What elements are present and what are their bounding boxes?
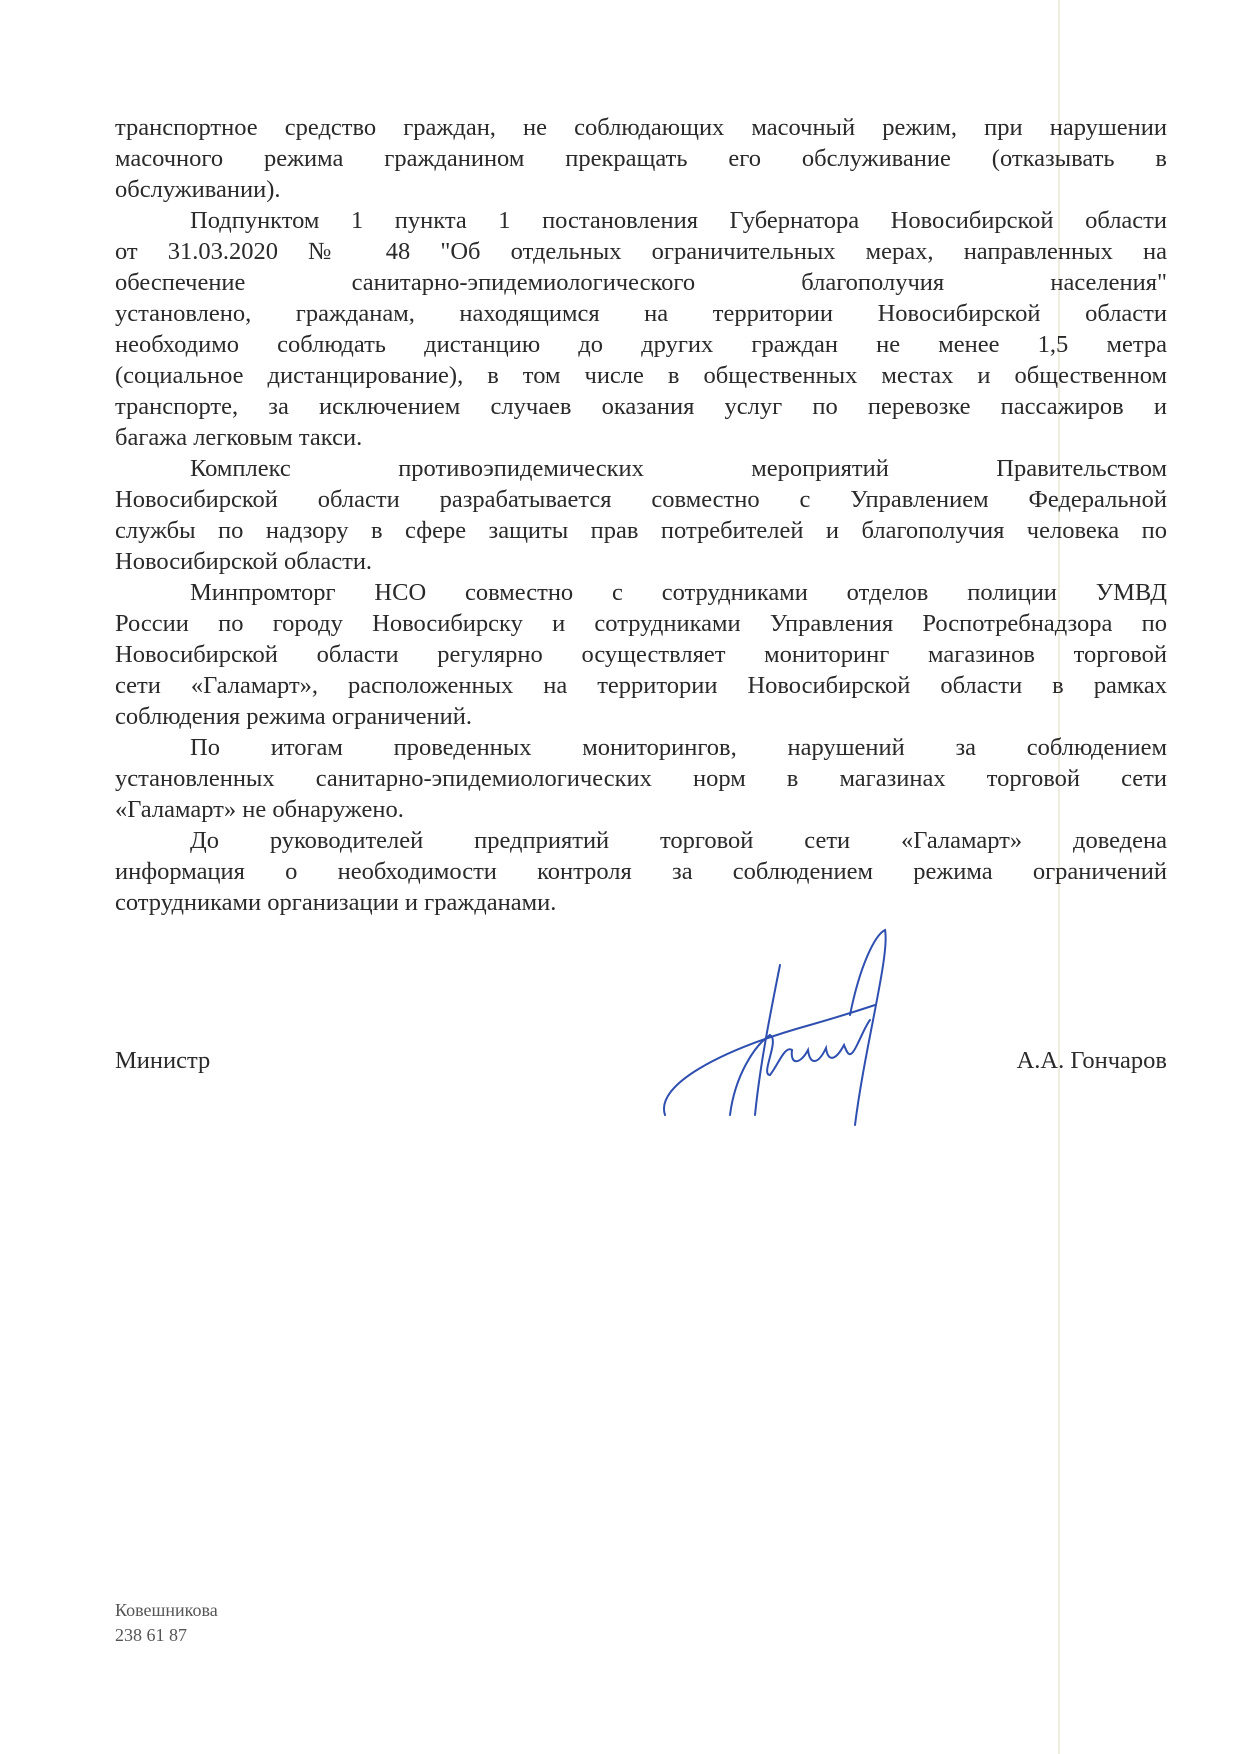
text-line: от 31.03.2020 № 48 "Об отдельных ограничительных мерах, направленных на (115, 238, 1167, 265)
text-line: транспортное средство граждан, не соблюдающих масочный режим, при нарушении (115, 114, 1167, 141)
paragraph (115, 577, 1167, 732)
paragraph (115, 453, 1167, 577)
text-line: необходимо соблюдать дистанцию до других граждан не менее 1,5 метра (115, 331, 1167, 358)
signatory-name: А.А. Гончаров (1016, 1047, 1167, 1074)
text-line: масочного режима гражданином прекращать его обслуживание (отказывать в (115, 145, 1167, 172)
text-line: Комплекс противоэпидемических мероприятий Правительством (190, 455, 1167, 482)
text-line: информация о необходимости контроля за соблюдением режима ограничений (115, 858, 1167, 885)
text-line: обеспечение санитарно-эпидемиологического благополучия населения" (115, 269, 1167, 296)
paragraph (115, 732, 1167, 825)
text-line: Новосибирской области регулярно осуществляет мониторинг магазинов торговой (115, 641, 1167, 668)
executor-name: Ковешникова (115, 1600, 218, 1620)
signature-block (115, 1045, 1167, 1085)
text-line: Подпунктом 1 пункта 1 постановления Губернатора Новосибирской области (190, 207, 1167, 234)
text-line: соблюдения режима ограничений. (115, 703, 473, 730)
text-line: По итогам проведенных мониторингов, нарушений за соблюдением (190, 734, 1167, 761)
text-line: установлено, гражданам, находящимся на территории Новосибирской области (115, 300, 1167, 327)
paragraph (115, 112, 1167, 205)
text-line: транспорте, за исключением случаев оказания услуг по перевозке пассажиров и (115, 393, 1167, 420)
text-line: России по городу Новосибирску и сотрудниками Управления Роспотребнадзора по (115, 610, 1167, 637)
handwritten-signature (660, 925, 920, 1135)
text-line: Новосибирской области. (115, 548, 373, 575)
paragraph (115, 825, 1167, 918)
text-line: установленных санитарно-эпидемиологических норм в магазинах торговой сети (115, 765, 1167, 792)
text-line: «Галамарт» не обнаружено. (115, 796, 404, 823)
text-line: багажа легковым такси. (115, 424, 363, 451)
text-line: службы по надзору в сфере защиты прав потребителей и благополучия человека по (115, 517, 1167, 544)
text-line: До руководителей предприятий торговой сети «Галамарт» доведена (190, 827, 1167, 854)
executor-phone: 238 61 87 (115, 1625, 187, 1645)
text-line: (социальное дистанцирование), в том числе в общественных местах и общественном (115, 362, 1167, 389)
text-line: сети «Галамарт», расположенных на территории Новосибирской области в рамках (115, 672, 1167, 699)
text-line: обслуживании). (115, 176, 281, 203)
paragraph (115, 205, 1167, 453)
text-line: сотрудниками организации и гражданами. (115, 889, 557, 916)
signatory-role: Министр (115, 1047, 211, 1074)
letter-body (115, 112, 1167, 918)
text-line: Новосибирской области разрабатывается совместно с Управлением Федеральной (115, 486, 1167, 513)
text-line: Минпромторг НСО совместно с сотрудниками отделов полиции УМВД (190, 579, 1167, 606)
executor-footer (115, 1598, 218, 1648)
